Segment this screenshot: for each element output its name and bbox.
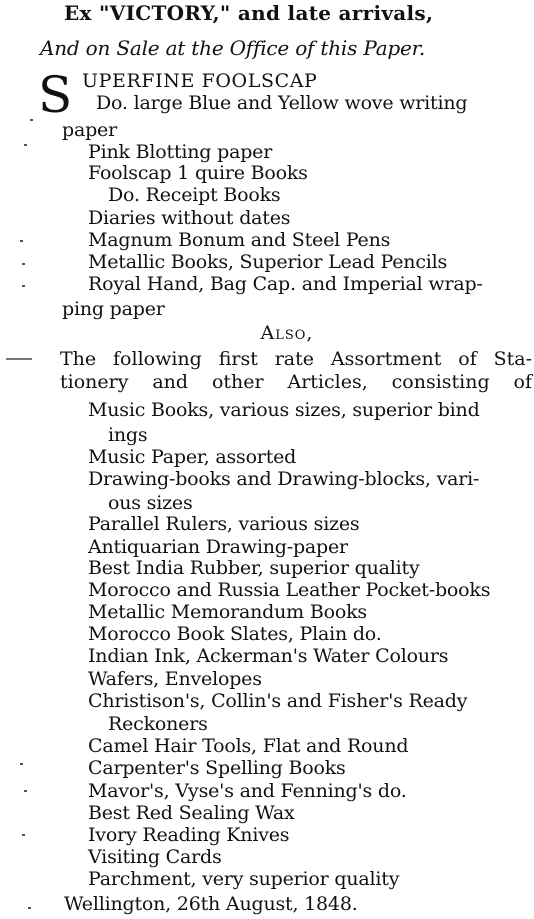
drop-cap: S — [38, 66, 73, 124]
article-book-slates: Morocco Book Slates, Plain do. — [88, 623, 382, 645]
margin-speck — [28, 907, 31, 909]
article-mavors: Mavor's, Vyse's and Fenning's do. — [88, 780, 407, 802]
margin-speck — [30, 119, 33, 121]
article-indian-ink: Indian Ink, Ackerman's Water Colours — [88, 645, 449, 667]
article-memorandum-books: Metallic Memorandum Books — [88, 601, 367, 623]
article-music-paper: Music Paper, assorted — [88, 446, 297, 468]
article-pocket-books: Morocco and Russia Leather Pocket-books — [88, 579, 491, 601]
list-item-wrapping-cont: ping paper — [62, 298, 165, 320]
article-drawing-books: Drawing-books and Drawing-blocks, vari- — [88, 468, 480, 490]
article-parallel-rulers: Parallel Rulers, various sizes — [88, 513, 360, 535]
article-music-books: Music Books, various sizes, superior bind — [88, 399, 480, 421]
margin-speck — [22, 263, 25, 265]
article-wafers: Wafers, Envelopes — [88, 668, 262, 690]
article-parchment: Parchment, very superior quality — [88, 868, 400, 890]
article-india-rubber: Best India Rubber, superior quality — [88, 557, 420, 579]
list-item-wove-writing: Do. large Blue and Yellow wove writing — [96, 92, 468, 114]
list-item-blotting: Pink Blotting paper — [88, 141, 273, 163]
article-music-books-cont: ings — [108, 424, 148, 446]
list-item-quire-books: Foolscap 1 quire Books — [88, 162, 308, 184]
header-arrivals: Ex "VICTORY," and late arrivals, — [64, 1, 434, 25]
list-item-receipt-books: Do. Receipt Books — [108, 184, 281, 206]
margin-speck — [24, 144, 27, 146]
list-item-diaries: Diaries without dates — [88, 207, 291, 229]
list-item-pens: Magnum Bonum and Steel Pens — [88, 229, 391, 251]
article-ready-reckoners: Christison's, Collin's and Fisher's Ready — [88, 690, 468, 712]
also-heading: Also, — [260, 322, 314, 344]
list-item-pencils: Metallic Books, Superior Lead Pencils — [88, 251, 448, 273]
margin-speck — [22, 285, 25, 287]
article-sealing-wax: Best Red Sealing Wax — [88, 802, 295, 824]
header-on-sale: And on Sale at the Office of this Paper. — [40, 36, 425, 60]
article-visiting-cards: Visiting Cards — [88, 846, 222, 868]
intro-line-2: tionery and other Articles, consisting of — [60, 371, 532, 393]
margin-speck — [22, 834, 25, 836]
margin-speck — [20, 763, 23, 765]
article-reading-knives: Ivory Reading Knives — [88, 824, 290, 846]
list-item-foolscap: UPERFINE FOOLSCAP — [82, 70, 318, 92]
article-ready-reckoners-cont: Reckoners — [108, 713, 208, 735]
margin-speck — [20, 240, 23, 242]
list-item-wrapping: Royal Hand, Bag Cap. and Imperial wrap- — [88, 273, 483, 295]
intro-line-1: The following first rate Assortment of Sta- — [60, 348, 532, 370]
margin-speck — [24, 790, 27, 792]
list-item-wove-writing-cont: paper — [62, 119, 117, 141]
article-spelling-books: Carpenter's Spelling Books — [88, 757, 346, 779]
article-drawing-paper: Antiquarian Drawing-paper — [88, 536, 348, 558]
article-hair-tools: Camel Hair Tools, Flat and Round — [88, 735, 409, 757]
footer-dateline: Wellington, 26th August, 1848. — [64, 893, 358, 915]
article-drawing-books-cont: ous sizes — [108, 492, 193, 514]
margin-smudge — [6, 358, 32, 360]
